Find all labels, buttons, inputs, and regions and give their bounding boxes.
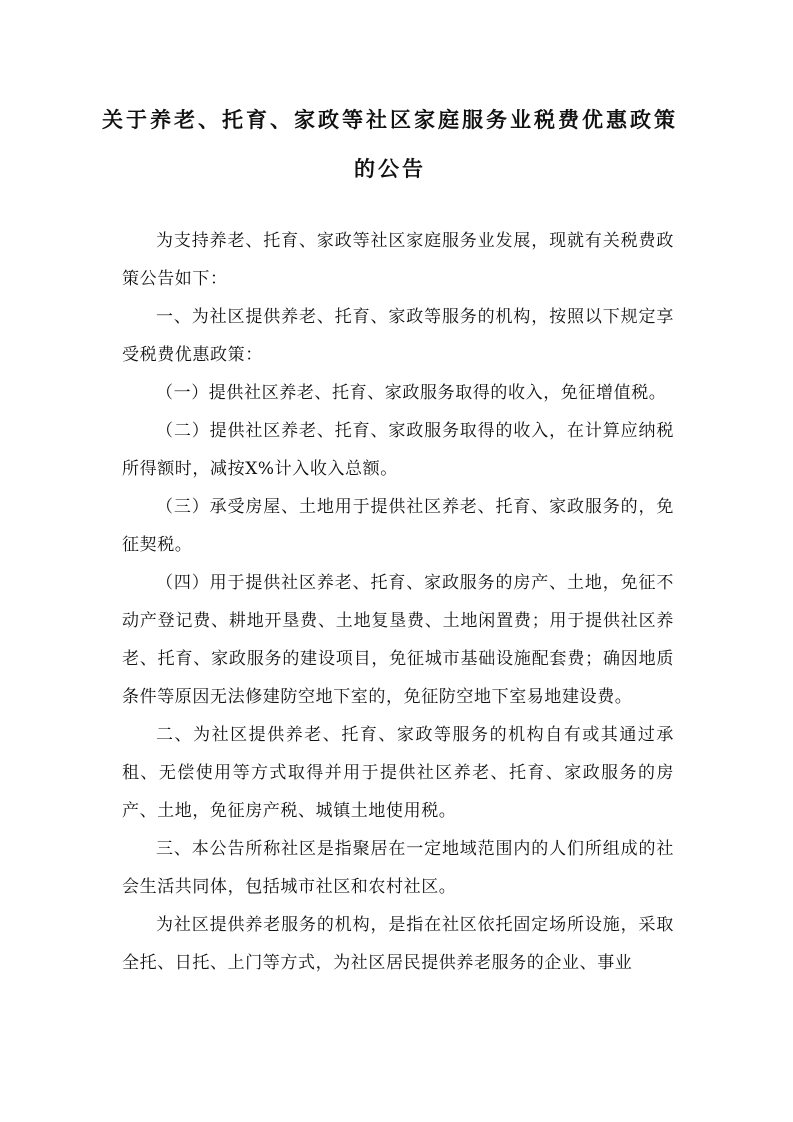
paragraph-item-2: （二）提供社区养老、托育、家政服务取得的收入，在计算应纳税所得额时，减按X%计入收入总额。 xyxy=(122,421,674,479)
document-body xyxy=(122,222,674,982)
paragraph-item-1: （一）提供社区养老、托育、家政服务取得的收入，免征增值税。 xyxy=(156,383,667,403)
paragraph-definition: 为社区提供养老服务的机构，是指在社区依托固定场所设施，采取全托、日托、上门等方式，为社区居民提供养老服务的企业、事业 xyxy=(122,915,674,973)
paragraph-item-4: （四）用于提供社区养老、托育、家政服务的房产、土地，免征不动产登记费、耕地开垦费、土地复垦费、土地闲置费；用于提供社区养老、托育、家政服务的建设项目，免征城市基础设施配套费；确因地质条件等原因无法修建防空地下室的，免征防空地下室易地建设费。 xyxy=(122,573,674,707)
paragraph-intro: 为支持养老、托育、家政等社区家庭服务业发展，现就有关税费政策公告如下： xyxy=(122,231,674,289)
paragraph-item-3: （三）承受房屋、土地用于提供社区养老、托育、家政服务的，免征契税。 xyxy=(122,497,674,555)
paragraph-section-3: 三、本公告所称社区是指聚居在一定地域范围内的人们所组成的社会生活共同体，包括城市社区和农村社区。 xyxy=(122,839,674,897)
document-title: 关于养老、托育、家政等社区家庭服务业税费优惠政策的公告 xyxy=(102,107,678,181)
paragraph-section-1: 一、为社区提供养老、托育、家政等服务的机构，按照以下规定享受税费优惠政策： xyxy=(122,307,674,365)
paragraph-section-2: 二、为社区提供养老、托育、家政等服务的机构自有或其通过承租、无偿使用等方式取得并用于提供社区养老、托育、家政服务的房产、土地，免征房产税、城镇土地使用税。 xyxy=(122,725,674,821)
